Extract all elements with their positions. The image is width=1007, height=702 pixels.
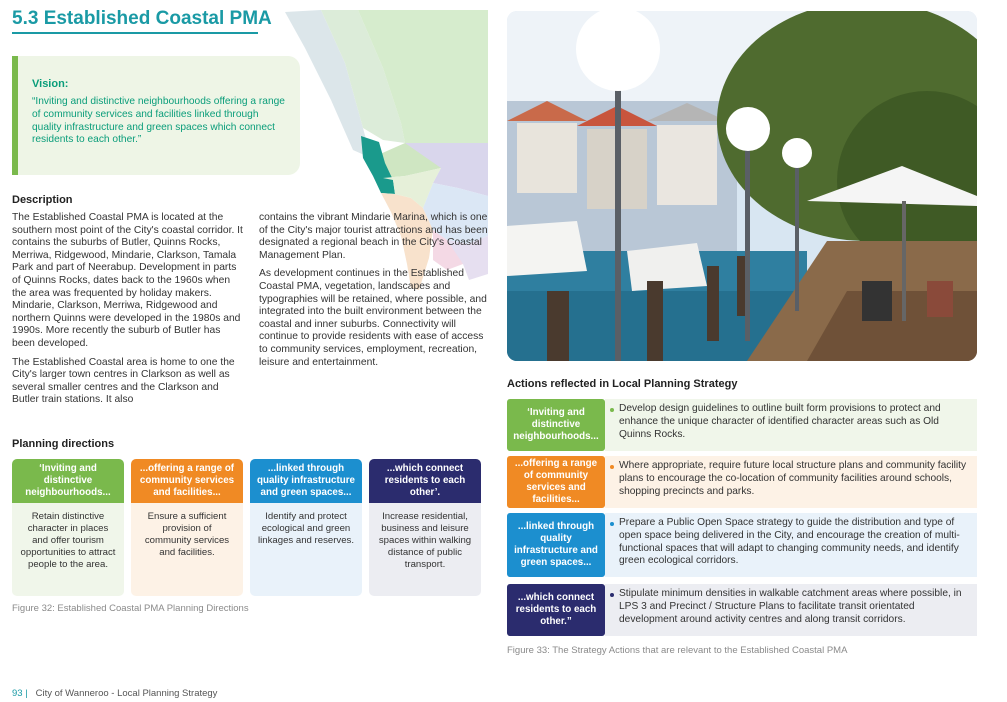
action-row-label: ‘Inviting and distinctive neighbourhoods...: [507, 399, 605, 451]
actions-heading: Actions reflected in Local Planning Strategy: [507, 378, 738, 390]
vision-label: Vision:: [32, 78, 69, 90]
bullet-icon: [610, 593, 614, 597]
action-row-text: Prepare a Public Open Space strategy to guide the distribution and type of open space being delivered in the City, and encourage the creation of multi-functional spaces that will adapt to changing community needs, and identify green ecological corridors.: [619, 517, 960, 567]
page-footer: [12, 688, 217, 699]
action-row-text-box: [605, 399, 977, 451]
planning-card-head: ...which connect residents to each other’.: [369, 459, 481, 503]
planning-card-inviting: [12, 459, 124, 596]
action-row-text: Develop design guidelines to outline built form provisions to protect and enhance the unique character of identified character areas such as Old Quinns Rocks.: [619, 403, 941, 440]
figure-33-caption: Figure 33: The Strategy Actions that are relevant to the Established Coastal PMA: [507, 645, 848, 656]
description-paragraph: As development continues in the Established Coastal PMA, vegetation, landscapes and typographies will be retained, where possible, and integrated into the built environment between the coastal and inner suburbs. Connectivity will continue to provide residents with ease of access to community services, employment, recreation, leisure and entertainment.: [259, 268, 487, 368]
action-row-label: ...linked through quality infrastructure and green spaces...: [507, 513, 605, 577]
figure-32-caption: Figure 32: Established Coastal PMA Planning Directions: [12, 603, 249, 614]
planning-card-head: ...offering a range of community services and facilities...: [131, 459, 243, 503]
action-row-text: Where appropriate, require future local structure plans and community facility plans to encourage the co-location of community facilities around schools, shopping precincts and parks.: [619, 460, 967, 497]
planning-card-head: ‘Inviting and distinctive neighbourhoods...: [12, 459, 124, 503]
action-row-text-box: [605, 456, 977, 508]
vision-statement: “Inviting and distinctive neighbourhoods offering a range of community services and facilities linked through quality infrastructure and green spaces which connect residents to each other.”: [32, 96, 285, 146]
description-paragraph: The Established Coastal area is home to one the City's larger town centres in Clarkson as well as several smaller centres and the Clarkson and Butler train stations. It also: [12, 356, 235, 406]
action-row-label: ...offering a range of community services and facilities...: [507, 456, 605, 508]
planning-card-connect: [369, 459, 481, 596]
planning-card-body: Increase residential, business and leisure spaces within walking distance of public transport.: [378, 511, 472, 570]
action-row-connect: [507, 584, 977, 636]
planning-card-body: Retain distinctive character in places and offer tourism opportunities to attract people to the area.: [20, 511, 116, 570]
bullet-icon: [610, 465, 614, 469]
planning-card-body: Ensure a sufficient provision of community services and facilities.: [144, 511, 230, 558]
vision-box: [12, 56, 300, 175]
marina-photo: [507, 11, 977, 361]
description-heading: Description: [12, 194, 73, 206]
page-number: 93: [12, 688, 23, 699]
action-row-services: [507, 456, 977, 508]
section-title: 5.3 Established Coastal PMA: [12, 8, 272, 29]
planning-directions-heading: Planning directions: [12, 438, 115, 450]
vision-accent-bar: [12, 56, 18, 175]
footer-separator: |: [25, 688, 28, 699]
description-column-2: [259, 212, 491, 375]
action-row-text-box: [605, 513, 977, 577]
planning-card-linked: [250, 459, 362, 596]
action-row-inviting: [507, 399, 977, 451]
bullet-icon: [610, 522, 614, 526]
title-underline: [12, 32, 258, 34]
action-row-text-box: [605, 584, 977, 636]
action-row-linked: [507, 513, 977, 577]
bullet-icon: [610, 408, 614, 412]
description-column-1: [12, 212, 244, 413]
planning-card-body: Identify and protect ecological and green linkages and reserves.: [258, 511, 354, 546]
planning-card-head: ...linked through quality infrastructure and green spaces...: [250, 459, 362, 503]
description-paragraph: The Established Coastal PMA is located at the southern most point of the City's coastal corridor. It contains the suburbs of Butler, Quinns Rocks, Merriwa, Ridgewood, Mindarie, Clarkson, Tamala Park and part of Neerabup. Development in parts of Quinns Rocks, dates back to the 1960s when the area was frequented by holiday makers. Mindarie, Clarkson, Merriwa, Ridgewood and northern Quinns were developed in the 1980s and 1990s. More recently the suburb of Butler has been developed.: [12, 212, 243, 349]
planning-card-services: [131, 459, 243, 596]
action-row-label: ...which connect residents to each other.”: [507, 584, 605, 636]
description-paragraph: contains the vibrant Mindarie Marina, which is one of the City's major tourist attractions and has been designated a regional beach in the City's Coastal Management Plan.: [259, 212, 488, 261]
footer-title: City of Wanneroo - Local Planning Strategy: [35, 688, 218, 699]
action-row-text: Stipulate minimum densities in walkable catchment areas where possible, in LPS 3 and Precinct / Structure Plans to facilitate transit orientated development around activity centres and along transit corridors.: [619, 588, 962, 625]
